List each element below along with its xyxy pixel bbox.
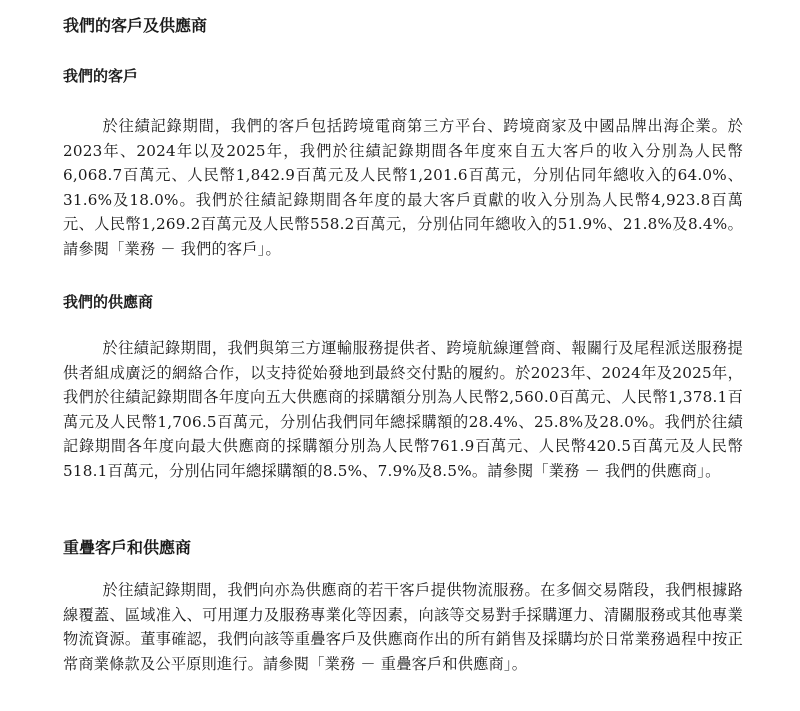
section-title: 我們的客戶及供應商 [63,16,208,35]
customers-paragraph: 於往績記錄期間，我們的客戶包括跨境電商第三方平台、跨境商家及中國品牌出海企業。於2023年、2024年以及2025年，我們於往績記錄期間各年度來自五大客戶的收入分別為人民幣6,068.7百萬元、人民幣1,842.9百萬元及人民幣1,201.6百萬元，分別佔同年總收入的64.0%、31.6%及18.0%。我們於往績記錄期間各年度的最大客戶貢獻的收入分別為人民幣4,923.8百萬元、人民幣1,269.2百萬元及人民幣558.2百萬元，分別佔同年總收入的51.9%、21.8%及8.4%。請參閱「業務 － 我們的客戶」。 [63,117,743,258]
overlap-paragraph: 於往績記錄期間，我們向亦為供應商的若干客戶提供物流服務。在多個交易階段，我們根據路線覆蓋、區域准入、可用運力及服務專業化等因素，向該等交易對手採購運力、清關服務或其他專業物流資源。董事確認，我們向該等重疊客戶及供應商作出的所有銷售及採購均於日常業務過程中按正常商業條款及公平原則進行。請參閱「業務 － 重疊客戶和供應商」。 [63,581,743,673]
customers-heading: 我們的客戶 [63,67,139,85]
overlap-heading: 重疊客戶和供應商 [63,538,192,557]
suppliers-paragraph: 於往績記錄期間，我們與第三方運輸服務提供者、跨境航線運營商、報關行及尾程派送服務提供者組成廣泛的網絡合作，以支持從始發地到最終交付點的履約。於2023年、2024年及2025年，我們於往績記錄期間各年度向五大供應商的採購額分別為人民幣2,560.0百萬元、人民幣1,378.1百萬元及人民幣1,706.5百萬元，分別佔我們同年總採購額的28.4%、25.8%及28.0%。我們於往績記錄期間各年度向最大供應商的採購額分別為人民幣761.9百萬元、人民幣420.5百萬元及人民幣518.1百萬元，分別佔同年總採購額的8.5%、7.9%及8.5%。請參閱「業務 － 我們的供應商」。 [63,339,743,480]
suppliers-heading: 我們的供應商 [63,293,154,311]
